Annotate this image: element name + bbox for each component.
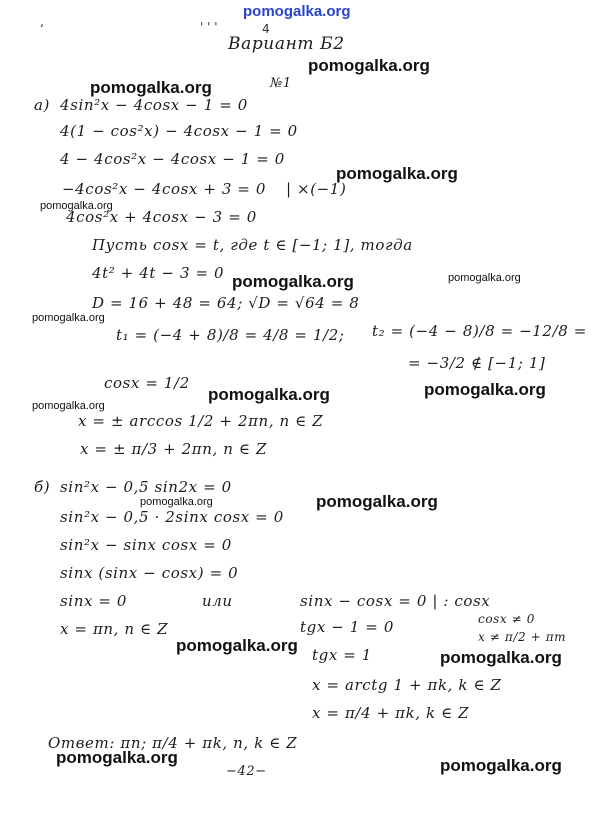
watermark: pomogalka.org <box>90 78 212 97</box>
watermark: pomogalka.org <box>243 3 351 20</box>
pen-mark: 4 <box>262 22 270 36</box>
solution-line: x = arctg 1 + πk, k ∈ Z <box>312 676 502 694</box>
watermark: pomogalka.org <box>336 164 458 183</box>
solution-line: или <box>202 592 233 610</box>
solution-line: sinx − cosx = 0 | : cosx <box>300 592 491 610</box>
part-b-label: б) <box>34 478 51 496</box>
solution-line: x = π/4 + πk, k ∈ Z <box>312 704 470 722</box>
solution-line: sin²x − 0,5 sin2x = 0 <box>60 478 232 496</box>
pen-mark: ' ' ' <box>200 20 218 34</box>
watermark: pomogalka.org <box>448 272 521 284</box>
pen-mark: ‘ <box>40 22 44 36</box>
solution-line: = −3/2 ∉ [−1; 1] <box>408 354 546 372</box>
variant-title: Вариант Б2 <box>228 34 345 54</box>
solution-line: tgx = 1 <box>312 646 372 664</box>
side-condition: cosx ≠ 0 <box>478 612 535 626</box>
solution-line: 4sin²x − 4cosx − 1 = 0 <box>60 96 248 114</box>
solution-line: x = ± arccos 1/2 + 2πn, n ∈ Z <box>78 412 324 430</box>
solution-line: sinx = 0 <box>60 592 128 610</box>
solution-line: x = πn, n ∈ Z <box>60 620 169 638</box>
solution-line: sinx (sinx − cosx) = 0 <box>60 564 239 582</box>
page-number: −42− <box>226 764 267 779</box>
side-condition: x ≠ π/2 + πm <box>478 630 567 644</box>
solution-line: −4cos²x − 4cosx + 3 = 0 <box>62 180 267 198</box>
solution-line: cosx = 1/2 <box>104 374 190 392</box>
solution-line: tgx − 1 = 0 <box>300 618 394 636</box>
watermark: pomogalka.org <box>424 380 546 399</box>
solution-line: sin²x − sinx cosx = 0 <box>60 536 232 554</box>
solution-line: t₁ = (−4 + 8)/8 = 4/8 = 1/2; <box>116 326 345 344</box>
solution-line: D = 16 + 48 = 64; √D = √64 = 8 <box>92 294 360 312</box>
part-a-label: а) <box>34 96 50 114</box>
solution-line: x = ± π/3 + 2πn, n ∈ Z <box>80 440 267 458</box>
solution-line: 4 − 4cos²x − 4cosx − 1 = 0 <box>60 150 285 168</box>
watermark: pomogalka.org <box>176 636 298 655</box>
solution-line: 4cos²x + 4cosx − 3 = 0 <box>66 208 257 226</box>
watermark: pomogalka.org <box>440 756 562 775</box>
watermark: pomogalka.org <box>308 56 430 75</box>
solution-line: 4t² + 4t − 3 = 0 <box>92 264 225 282</box>
solution-line: 4(1 − cos²x) − 4cosx − 1 = 0 <box>60 122 298 140</box>
watermark: pomogalka.org <box>56 748 178 767</box>
watermark: pomogalka.org <box>316 492 438 511</box>
watermark: pomogalka.org <box>40 200 113 212</box>
watermark: pomogalka.org <box>32 312 105 324</box>
watermark: pomogalka.org <box>32 400 105 412</box>
solution-line: Пусть cosx = t, где t ∈ [−1; 1], тогда <box>92 236 413 254</box>
solution-line: t₂ = (−4 − 8)/8 = −12/8 = <box>372 322 587 340</box>
watermark: pomogalka.org <box>232 272 354 291</box>
answer-line: Ответ: πn; π/4 + πk, n, k ∈ Z <box>48 734 298 752</box>
task-number: №1 <box>270 76 292 91</box>
solution-line: sin²x − 0,5 · 2sinx cosx = 0 <box>60 508 284 526</box>
watermark: pomogalka.org <box>140 496 213 508</box>
watermark: pomogalka.org <box>440 648 562 667</box>
solution-note: | ×(−1) <box>286 180 347 198</box>
watermark: pomogalka.org <box>208 385 330 404</box>
